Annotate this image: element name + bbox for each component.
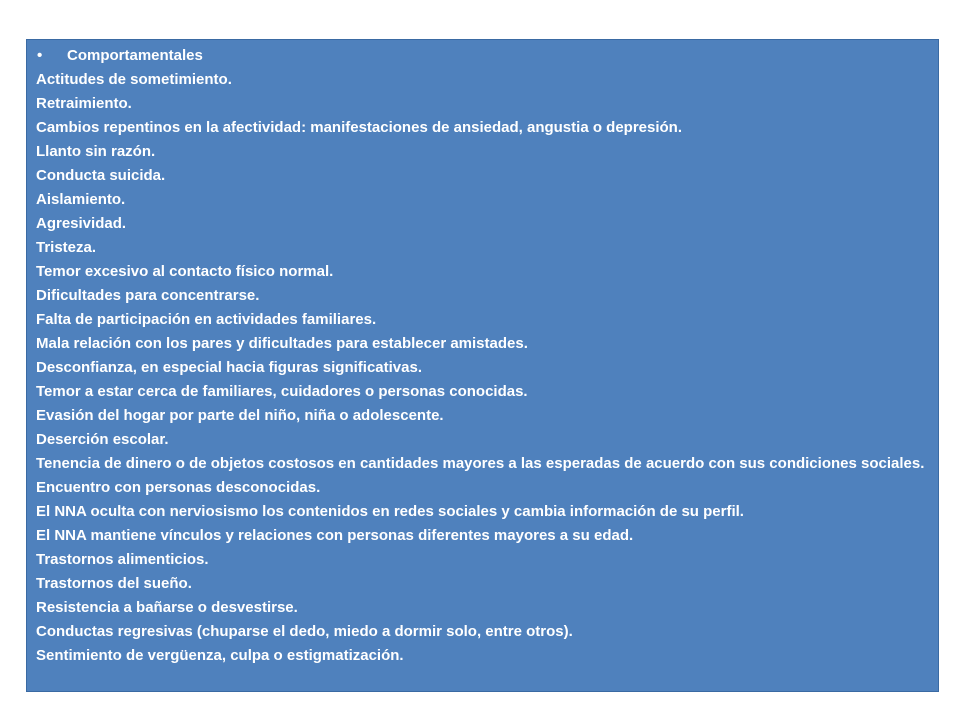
- list-item: Temor excesivo al contacto físico normal.: [36, 263, 334, 280]
- list-item: Cambios repentinos en la afectividad: manifestaciones de ansiedad, angustia o depresión.: [36, 119, 683, 136]
- list-item: Tristeza.: [36, 239, 97, 256]
- list-item: Trastornos del sueño.: [36, 575, 192, 592]
- list-item: Conductas regresivas (chuparse el dedo, miedo a dormir solo, entre otros).: [36, 623, 573, 640]
- list-item: Dificultades para concentrarse.: [36, 287, 260, 304]
- list-item: Falta de participación en actividades familiares.: [36, 311, 377, 328]
- section-title: Comportamentales: [67, 47, 203, 64]
- list-item: Conducta suicida.: [36, 167, 166, 184]
- list-item: Temor a estar cerca de familiares, cuidadores o personas conocidas.: [36, 383, 528, 400]
- list-item: Deserción escolar.: [36, 431, 169, 448]
- list-item: Sentimiento de vergüenza, culpa o estigmatización.: [36, 647, 404, 664]
- section-heading: [36, 44, 929, 68]
- list-item: Resistencia a bañarse o desvestirse.: [36, 599, 298, 616]
- list-item: Retraimiento.: [36, 95, 132, 112]
- list-item: Llanto sin razón.: [36, 143, 156, 160]
- list-item: Encuentro con personas desconocidas.: [36, 479, 321, 496]
- list-item: Trastornos alimenticios.: [36, 551, 209, 568]
- content-box: [26, 39, 939, 692]
- bullet-icon: •: [37, 47, 43, 64]
- behavior-list: [36, 68, 929, 668]
- list-item: El NNA oculta con nerviosismo los contenidos en redes sociales y cambia información de su perfil.: [36, 503, 744, 520]
- list-item: Tenencia de dinero o de objetos costosos en cantidades mayores a las esperadas de acuerdo con sus condiciones sociales.: [36, 455, 925, 472]
- list-item: Evasión del hogar por parte del niño, niña o adolescente.: [36, 407, 444, 424]
- list-item: Agresividad.: [36, 215, 127, 232]
- list-item: Mala relación con los pares y dificultades para establecer amistades.: [36, 335, 528, 352]
- list-item: Desconfianza, en especial hacia figuras significativas.: [36, 359, 422, 376]
- list-item: Aislamiento.: [36, 191, 126, 208]
- list-item: El NNA mantiene vínculos y relaciones con personas diferentes mayores a su edad.: [36, 527, 634, 544]
- list-item: Actitudes de sometimiento.: [36, 71, 232, 88]
